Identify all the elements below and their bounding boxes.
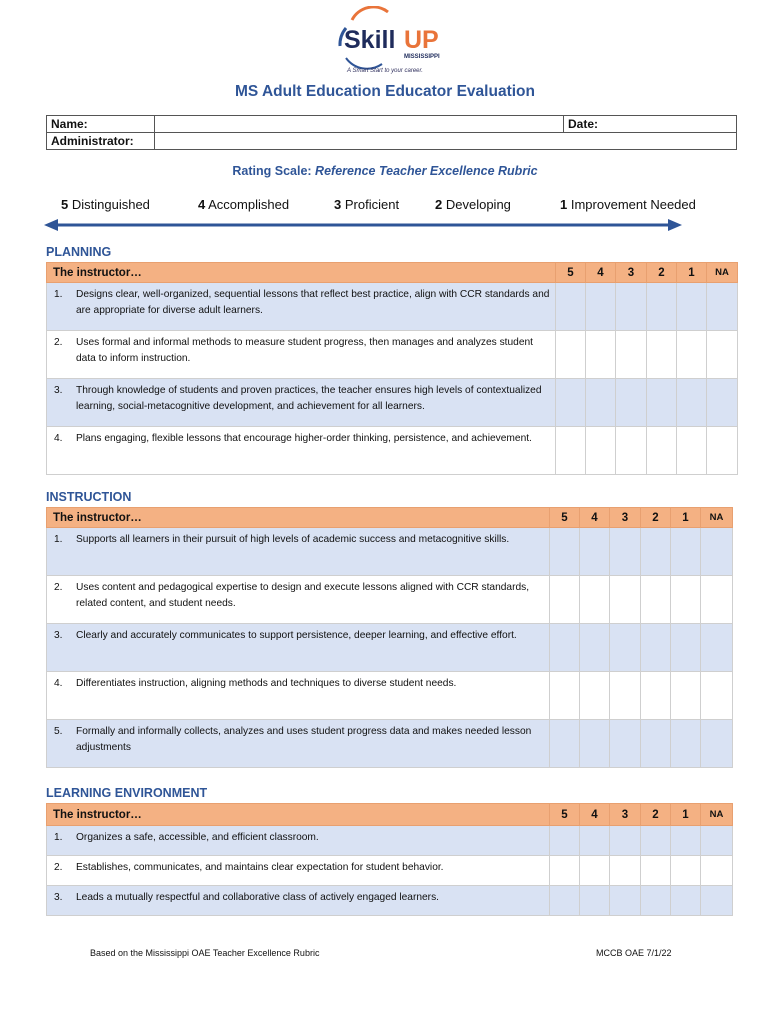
scale-item-1: 1 Improvement Needed [560, 197, 696, 212]
rating-cell[interactable] [671, 528, 701, 576]
rating-cell[interactable] [701, 856, 733, 886]
rating-cell[interactable] [556, 427, 586, 475]
rating-cell[interactable] [641, 826, 671, 856]
rating-cell[interactable] [677, 427, 707, 475]
rating-cell[interactable] [701, 720, 733, 768]
rating-cell[interactable] [647, 379, 677, 427]
rating-cell[interactable] [550, 720, 580, 768]
col-1: 1 [671, 508, 701, 528]
rating-cell[interactable] [580, 672, 610, 720]
rating-cell[interactable] [641, 720, 671, 768]
planning-table [46, 262, 738, 475]
rating-cell[interactable] [610, 856, 641, 886]
rating-cell[interactable] [701, 624, 733, 672]
footer-source: Based on the Mississippi OAE Teacher Excellence Rubric [90, 948, 320, 958]
table-row: 1. Supports all learners in their pursuit of high levels of academic success and metacognitive skills. [47, 528, 550, 576]
rating-cell[interactable] [610, 720, 641, 768]
rating-cell[interactable] [641, 886, 671, 916]
rating-cell[interactable] [610, 528, 641, 576]
col-5: 5 [556, 263, 586, 283]
rating-scale-arrow [44, 218, 682, 232]
logo-tagline: A Smart Start to your career. [347, 68, 423, 74]
col-5: 5 [550, 508, 580, 528]
rating-cell[interactable] [586, 379, 616, 427]
col-3: 3 [610, 804, 641, 826]
rating-cell[interactable] [647, 331, 677, 379]
rating-cell[interactable] [701, 576, 733, 624]
col-1: 1 [677, 263, 707, 283]
col-1: 1 [671, 804, 701, 826]
table-row: 1. Designs clear, well-organized, sequential lessons that reflect best practice, align with CCR standards and are appropriate for diverse adult learners. [47, 283, 556, 331]
name-label: Name: [47, 116, 155, 133]
rating-cell[interactable] [610, 672, 641, 720]
rating-cell[interactable] [616, 331, 647, 379]
rating-cell[interactable] [610, 576, 641, 624]
scale-item-5: 5 Distinguished [61, 197, 150, 212]
learning-environment-table [46, 803, 733, 916]
scale-item-4: 4 Accomplished [198, 197, 290, 212]
rating-cell[interactable] [701, 826, 733, 856]
rating-cell[interactable] [671, 672, 701, 720]
planning-header: The instructor… [47, 263, 556, 283]
logo-up-text: UP [404, 26, 439, 54]
rating-cell[interactable] [556, 283, 586, 331]
rating-cell[interactable] [701, 528, 733, 576]
rating-cell[interactable] [616, 283, 647, 331]
rating-cell[interactable] [707, 379, 738, 427]
section-title-learning-environment: LEARNING ENVIRONMENT [46, 786, 208, 800]
rating-cell[interactable] [671, 624, 701, 672]
instruction-table [46, 507, 733, 768]
section-title-instruction: INSTRUCTION [46, 490, 132, 504]
rating-cell[interactable] [647, 283, 677, 331]
rating-cell[interactable] [556, 331, 586, 379]
rating-cell[interactable] [641, 856, 671, 886]
rating-scale-prefix: Rating Scale: [232, 164, 316, 178]
rating-cell[interactable] [580, 624, 610, 672]
rating-cell[interactable] [580, 720, 610, 768]
col-5: 5 [550, 804, 580, 826]
instruction-header: The instructor… [47, 508, 550, 528]
rating-cell[interactable] [641, 528, 671, 576]
date-label[interactable]: Date: [564, 116, 737, 133]
col-4: 4 [580, 804, 610, 826]
rating-cell[interactable] [671, 826, 701, 856]
rating-cell[interactable] [641, 576, 671, 624]
rating-cell[interactable] [707, 283, 738, 331]
table-row: 3. Clearly and accurately communicates to support persistence, deeper learning, and effective effort. [47, 624, 550, 672]
rating-cell[interactable] [671, 576, 701, 624]
rating-cell[interactable] [616, 427, 647, 475]
rating-cell[interactable] [647, 427, 677, 475]
col-2: 2 [641, 804, 671, 826]
table-row: 2. Establishes, communicates, and maintains clear expectation for student behavior. [47, 856, 550, 886]
rating-cell[interactable] [701, 886, 733, 916]
rating-cell[interactable] [580, 826, 610, 856]
rating-cell[interactable] [550, 826, 580, 856]
rating-cell[interactable] [550, 576, 580, 624]
col-3: 3 [610, 508, 641, 528]
col-na: NA [707, 263, 738, 283]
scale-item-3: 3 Proficient [334, 197, 400, 212]
rating-cell[interactable] [707, 427, 738, 475]
col-4: 4 [586, 263, 616, 283]
rating-cell[interactable] [671, 856, 701, 886]
table-row: 3. Through knowledge of students and proven practices, the teacher ensures high levels of contextualized learning, social-metacognitive development, and achievement for all learners. [47, 379, 556, 427]
col-2: 2 [641, 508, 671, 528]
table-row: 1. Organizes a safe, accessible, and efficient classroom. [47, 826, 550, 856]
table-row: 4. Plans engaging, flexible lessons that encourage higher-order thinking, persistence, and achievement. [47, 427, 556, 475]
table-row: 3. Leads a mutually respectful and collaborative class of actively engaged learners. [47, 886, 550, 916]
logo-state-text: MISSISSIPPI [404, 54, 440, 60]
logo-skill-text: Skill [344, 26, 396, 54]
rating-cell[interactable] [586, 283, 616, 331]
administrator-field[interactable] [155, 133, 737, 150]
rating-cell[interactable] [550, 672, 580, 720]
rating-cell[interactable] [641, 624, 671, 672]
name-field[interactable] [155, 116, 564, 133]
rating-cell[interactable] [677, 331, 707, 379]
name-table [46, 115, 737, 150]
page-title: MS Adult Education Educator Evaluation [235, 83, 535, 100]
rating-cell[interactable] [580, 886, 610, 916]
rating-cell[interactable] [586, 331, 616, 379]
rating-cell[interactable] [616, 379, 647, 427]
rating-cell[interactable] [580, 528, 610, 576]
learning-environment-header: The instructor… [47, 804, 550, 826]
table-row: 4. Differentiates instruction, aligning methods and techniques to diverse student needs. [47, 672, 550, 720]
scale-item-2: 2 Developing [435, 197, 511, 212]
rating-scale-title [0, 164, 770, 178]
rating-cell[interactable] [556, 379, 586, 427]
rating-cell[interactable] [677, 379, 707, 427]
rating-cell[interactable] [677, 283, 707, 331]
col-3: 3 [616, 263, 647, 283]
col-4: 4 [580, 508, 610, 528]
rating-cell[interactable] [610, 624, 641, 672]
table-row: 2. Uses formal and informal methods to measure student progress, then manages and analyzes student data to inform instruction. [47, 331, 556, 379]
footer-code: MCCB OAE 7/1/22 [596, 948, 672, 958]
rating-cell[interactable] [550, 856, 580, 886]
rating-cell[interactable] [610, 886, 641, 916]
rating-cell[interactable] [550, 886, 580, 916]
rating-cell[interactable] [580, 856, 610, 886]
col-na: NA [701, 508, 733, 528]
rating-scale-reference: Reference Teacher Excellence Rubric [315, 164, 538, 178]
section-title-planning: PLANNING [46, 245, 112, 259]
rating-cell[interactable] [707, 331, 738, 379]
rating-cell[interactable] [671, 720, 701, 768]
rating-cell[interactable] [586, 427, 616, 475]
rating-cell[interactable] [671, 886, 701, 916]
table-row: 2. Uses content and pedagogical expertise to design and execute lessons aligned with CCR standards, related content, and student needs. [47, 576, 550, 624]
col-na: NA [701, 804, 733, 826]
rating-cell[interactable] [580, 576, 610, 624]
rating-cell[interactable] [550, 528, 580, 576]
table-row: 5. Formally and informally collects, analyzes and uses student progress data and makes needed lesson adjustments [47, 720, 550, 768]
rating-cell[interactable] [610, 826, 641, 856]
administrator-label: Administrator: [47, 133, 155, 150]
rating-cell[interactable] [701, 672, 733, 720]
rating-cell[interactable] [641, 672, 671, 720]
rating-cell[interactable] [550, 624, 580, 672]
col-2: 2 [647, 263, 677, 283]
